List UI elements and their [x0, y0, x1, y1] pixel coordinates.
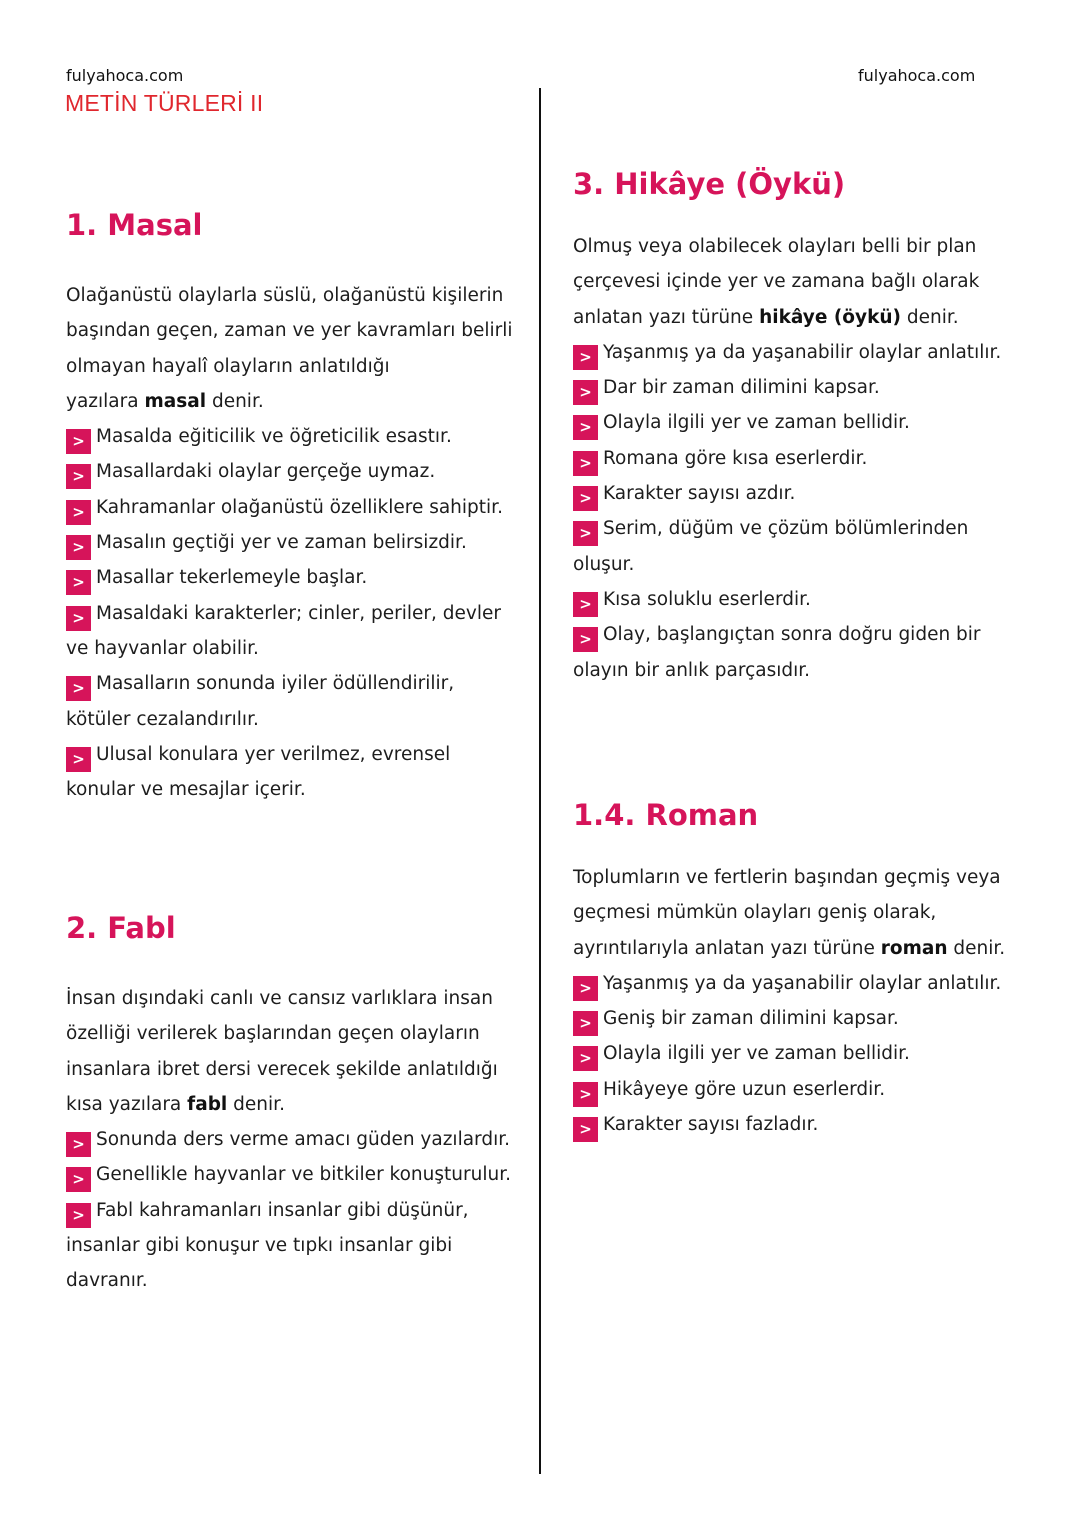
chevron-right-icon: >	[66, 676, 91, 701]
list-item-continuation: oluşur.	[573, 553, 635, 575]
section-hikaye	[573, 166, 1013, 688]
list-item: > Kahramanlar olağanüstü özelliklere sahiptir.	[66, 490, 526, 525]
intro-definition: kısa yazılara fabl denir.	[66, 1093, 285, 1115]
list-item: > Olay, başlangıçtan sonra doğru giden bir	[573, 617, 1013, 652]
intro-line: olmayan hayalî olayların anlatıldığı	[66, 355, 390, 377]
list-item-continuation: kötüler cezalandırılır.	[66, 708, 259, 730]
chevron-right-icon: >	[573, 380, 598, 405]
column-divider	[539, 88, 541, 1474]
list-item: > Olayla ilgili yer ve zaman bellidir.	[573, 1036, 1013, 1071]
section-body	[66, 981, 526, 1299]
chevron-right-icon: >	[66, 1132, 91, 1157]
list-item: > Sonunda ders verme amacı güden yazılardır.	[66, 1122, 526, 1157]
list-item: > Genellikle hayvanlar ve bitkiler konuşturulur.	[66, 1157, 526, 1192]
list-item: > Fabl kahramanları insanlar gibi düşünür,	[66, 1193, 526, 1228]
list-item: > Masallar tekerlemeyle başlar.	[66, 560, 526, 595]
chevron-right-icon: >	[573, 486, 598, 511]
list-item: > Ulusal konulara yer verilmez, evrensel	[66, 737, 526, 772]
chevron-right-icon: >	[66, 429, 91, 454]
intro-line: Toplumların ve fertlerin başından geçmiş veya	[573, 867, 1001, 888]
list-item-continuation: insanlar gibi konuşur ve tıpkı insanlar gibi	[66, 1235, 453, 1257]
chevron-right-icon: >	[66, 606, 91, 631]
list-item: > Masalda eğiticilik ve öğreticilik esastır.	[66, 419, 526, 454]
section-body	[573, 860, 1013, 1142]
document-title: METİN TÜRLERİ II	[65, 90, 264, 116]
chevron-right-icon: >	[573, 592, 598, 617]
list-item: > Romana göre kısa eserlerdir.	[573, 441, 1013, 476]
intro-line: özelliği verilerek başlarından geçen olayların	[66, 1023, 480, 1045]
section-body	[66, 278, 526, 807]
section-roman	[573, 797, 1013, 1142]
site-url-left: fulyahoca.com	[66, 66, 184, 85]
section-masal	[66, 207, 526, 807]
intro-line: başından geçen, zaman ve yer kavramları belirli	[66, 320, 513, 342]
section-fabl	[66, 910, 526, 1299]
chevron-right-icon: >	[66, 464, 91, 489]
intro-line: Olmuş veya olabilecek olayları belli bir plan	[573, 236, 977, 257]
chevron-right-icon: >	[573, 1117, 598, 1142]
chevron-right-icon: >	[66, 570, 91, 595]
chevron-right-icon: >	[66, 1203, 91, 1228]
intro-definition: yazılara masal denir.	[66, 390, 264, 412]
list-item: > Olayla ilgili yer ve zaman bellidir.	[573, 405, 1013, 440]
list-item: > Masalların sonunda iyiler ödüllendirilir,	[66, 666, 526, 701]
chevron-right-icon: >	[66, 500, 91, 525]
term: fabl	[187, 1093, 228, 1115]
list-item: > Masallardaki olaylar gerçeğe uymaz.	[66, 454, 526, 489]
list-item: > Serim, düğüm ve çözüm bölümlerinden	[573, 511, 1013, 546]
intro-definition: ayrıntılarıyla anlatan yazı türüne roman denir.	[573, 937, 1006, 959]
list-item: > Karakter sayısı azdır.	[573, 476, 1013, 511]
chevron-right-icon: >	[573, 451, 598, 476]
intro-definition: anlatan yazı türüne hikâye (öykü) denir.	[573, 306, 959, 328]
intro-line: insanlara ibret dersi verecek şekilde anlatıldığı	[66, 1058, 498, 1080]
chevron-right-icon: >	[66, 535, 91, 560]
chevron-right-icon: >	[573, 1082, 598, 1107]
chevron-right-icon: >	[573, 627, 598, 652]
intro-line: geçmesi mümkün olayları geniş olarak,	[573, 902, 937, 924]
site-url-right: fulyahoca.com	[858, 66, 976, 85]
section-heading: 3. Hikâye (Öykü)	[573, 167, 846, 201]
list-item: > Dar bir zaman dilimini kapsar.	[573, 370, 1013, 405]
chevron-right-icon: >	[573, 345, 598, 370]
chevron-right-icon: >	[573, 1046, 598, 1071]
list-item: > Masaldaki karakterler; cinler, periler, devler	[66, 596, 526, 631]
list-item-continuation: konular ve mesajlar içerir.	[66, 779, 306, 801]
chevron-right-icon: >	[573, 521, 598, 546]
chevron-right-icon: >	[573, 1011, 598, 1036]
list-item: > Karakter sayısı fazladır.	[573, 1107, 1013, 1142]
list-item: > Geniş bir zaman dilimini kapsar.	[573, 1001, 1013, 1036]
list-item: > Kısa soluklu eserlerdir.	[573, 582, 1013, 617]
term: masal	[144, 390, 207, 412]
intro-line: İnsan dışındaki canlı ve cansız varlıklara insan	[66, 988, 493, 1009]
section-heading: 1. Masal	[66, 208, 203, 242]
section-heading: 1.4. Roman	[573, 798, 759, 832]
list-item: > Yaşanmış ya da yaşanabilir olaylar anlatılır.	[573, 335, 1013, 370]
list-item: > Masalın geçtiği yer ve zaman belirsizdir.	[66, 525, 526, 560]
chevron-right-icon: >	[66, 747, 91, 772]
chevron-right-icon: >	[573, 415, 598, 440]
list-item: > Hikâyeye göre uzun eserlerdir.	[573, 1072, 1013, 1107]
chevron-right-icon: >	[573, 976, 598, 1001]
section-heading: 2. Fabl	[66, 911, 176, 945]
intro-line: Olağanüstü olaylarla süslü, olağanüstü kişilerin	[66, 285, 504, 306]
list-item-continuation: ve hayvanlar olabilir.	[66, 637, 259, 659]
list-item-continuation: olayın bir anlık parçasıdır.	[573, 659, 811, 681]
chevron-right-icon: >	[66, 1167, 91, 1192]
list-item: > Yaşanmış ya da yaşanabilir olaylar anlatılır.	[573, 966, 1013, 1001]
term: hikâye (öykü)	[759, 306, 901, 328]
list-item-continuation: davranır.	[66, 1270, 148, 1292]
intro-line: çerçevesi içinde yer ve zamana bağlı olarak	[573, 271, 980, 293]
term: roman	[880, 937, 948, 959]
section-body	[573, 229, 1013, 688]
